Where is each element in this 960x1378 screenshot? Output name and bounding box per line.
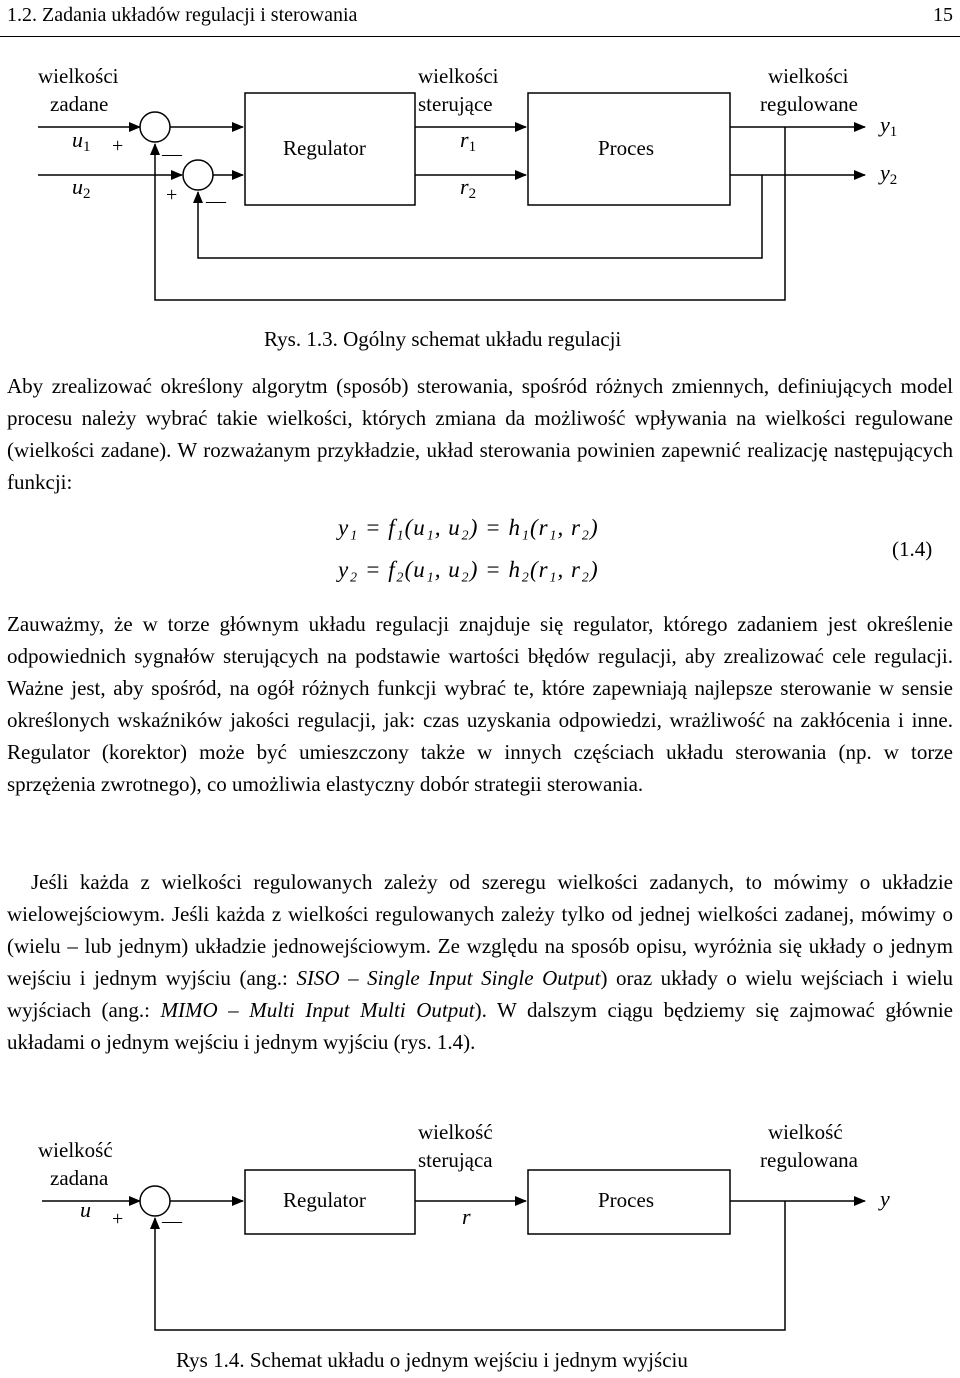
mimo-term: MIMO – Multi Input Multi Output <box>160 998 475 1022</box>
paragraph-3: Jeśli każda z wielkości regulowanych zależy od szeregu wielkości zadanych, to mówimy o układzie wielowejściowym. Jeśli każda z wielkości regulowanych zależy tylko od jednej wielkości zadanej, mówimy o (wielu – lub jednym) układzie jednowejściowym. Ze względu na sposób opisu, wyróżnia się układy o jednym wejściu i jednym wyjściu (ang.: SISO – Single Input Single Output) oraz układy o wielu wejściach i wielu wyjściach (ang.: MIMO – Multi Input Multi Output). W dalszym ciągu będziemy się zajmować głównie układami o jednym wejściu i jednym wyjściu (rys. 1.4). <box>7 870 954 1054</box>
paragraph-2: Zauważmy, że w torze głównym układu regulacji znajduje się regulator, którego zadaniem jest określenie odpowiednich sygnałów sterujących na podstawie wartości błędów regulacji, aby zrealizować cele regulacji. Ważne jest, aby spośród, na ogół różnych funkcji wybrać te, które zapewniają najlepsze sterowanie w sensie określonych wskaźników jakości regulacji, jak: czas uzyskania odpowiedzi, wrażliwość na zakłócenia i inne. Regulator (korektor) może być umieszczony także w innych częściach układu sterowania (np. w torze sprzężenia zwrotnego), co umożliwia elastyczny dobór strategii sterowania. <box>7 612 953 796</box>
label-controls-line1: wielkości <box>418 64 499 88</box>
label-inputs-line1: wielkości <box>38 64 119 88</box>
signal-y: y <box>880 1186 890 1211</box>
minus-sign-1: — <box>162 143 182 165</box>
label-input-line2: zadana <box>50 1166 109 1190</box>
minus-sign-2: — <box>206 190 226 212</box>
signal-u1: $u_1$ <box>72 127 91 155</box>
figure-1-caption: Rys. 1.3. Ogólny schemat układu regulacji <box>264 327 622 351</box>
signal-r: r <box>462 1204 471 1229</box>
signal-u: u <box>80 1197 91 1222</box>
page-number: 15 <box>933 4 953 26</box>
label-inputs-line2: zadane <box>50 92 109 116</box>
label-input-line1: wielkość <box>38 1138 113 1162</box>
equation-line-2: y₂ = f₂(u₁, u₂) = h₂(r₁, r₂) <box>338 557 599 582</box>
minus-sign: — <box>162 1210 182 1232</box>
paragraph-1: Aby zrealizować określony algorytm (sposób) sterowania, spośród różnych zmiennych, definiujących model procesu należy wybrać takie wielkości, których zmiana da możliwość wpływania na wielkości regulowane (wielkości zadane). W rozważanym przykładzie, układ sterowania powinien zapewnić realizację następujących funkcji: <box>7 374 953 494</box>
signal-u2: $u_2$ <box>72 174 91 202</box>
plus-sign-1: + <box>112 135 124 157</box>
label-control-line1: wielkość <box>418 1120 493 1144</box>
figure-1-lines <box>0 0 960 330</box>
label-outputs-line1: wielkości <box>768 64 849 88</box>
signal-r1: $r_1$ <box>460 127 477 155</box>
process-label-2: Proces <box>598 1188 654 1212</box>
signal-y1: $y_1$ <box>880 112 898 140</box>
label-controls-line2: sterujące <box>418 92 493 116</box>
equation-number: (1.4) <box>892 537 933 561</box>
regulator-label-2: Regulator <box>283 1188 366 1212</box>
summing-junction-1 <box>140 112 170 142</box>
equation-line-1: y₁ = f₁(u₁, u₂) = h₁(r₁, r₂) <box>338 515 599 540</box>
regulator-label: Regulator <box>283 136 366 160</box>
plus-sign-2: + <box>166 184 178 206</box>
signal-r2: $r_2$ <box>460 174 477 202</box>
signal-y2: $y_2$ <box>880 160 898 188</box>
label-output-line2: regulowana <box>760 1148 858 1172</box>
label-output-line1: wielkość <box>768 1120 843 1144</box>
process-label: Proces <box>598 136 654 160</box>
plus-sign: + <box>112 1208 124 1230</box>
summing-junction-2 <box>183 160 213 190</box>
section-header: 1.2. Zadania układów regulacji i sterowania <box>7 4 358 26</box>
label-control-line2: sterująca <box>418 1148 493 1172</box>
figure-2-caption: Rys 1.4. Schemat układu o jednym wejściu i jednym wyjściu <box>176 1348 688 1372</box>
label-outputs-line2: regulowane <box>760 92 858 116</box>
siso-term: SISO – Single Input Single Output <box>296 966 601 990</box>
